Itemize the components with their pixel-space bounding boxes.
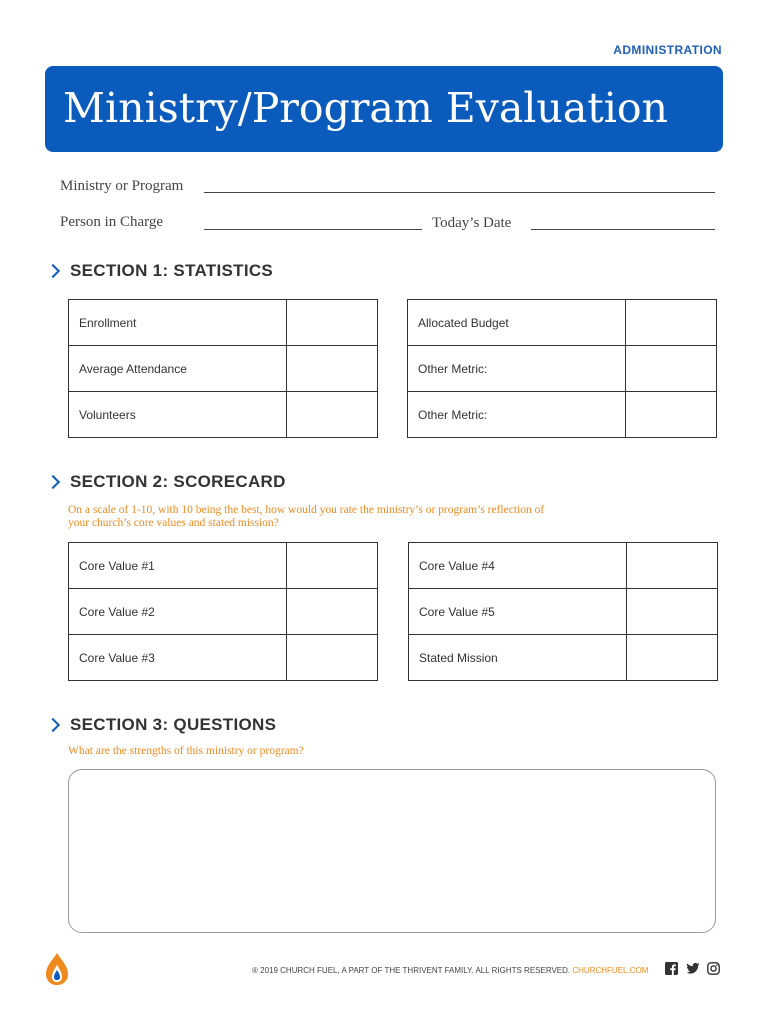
- twitter-icon[interactable]: [686, 962, 699, 975]
- church-fuel-flame-logo: [44, 952, 70, 986]
- row-label: Core Value #2: [69, 589, 287, 634]
- metric-input[interactable]: [626, 346, 716, 391]
- row-label: Stated Mission: [409, 635, 627, 680]
- score-input[interactable]: [287, 635, 377, 680]
- social-links: [665, 962, 720, 975]
- page-title: Ministry/Program Evaluation: [63, 84, 668, 132]
- row-label: Core Value #4: [409, 543, 627, 588]
- title-banner: [45, 66, 723, 152]
- table-row: [408, 300, 716, 346]
- table-row: [69, 392, 377, 437]
- table-row: [409, 589, 717, 635]
- section2-title: SECTION 2: SCORECARD: [70, 472, 286, 491]
- copyright-text: ® 2019 CHURCH FUEL, A PART OF THE THRIVENT FAMILY. ALL RIGHTS RESERVED.: [252, 966, 571, 975]
- strengths-answer-box[interactable]: [68, 769, 716, 933]
- table-row: [408, 346, 716, 392]
- chevron-right-icon: [46, 264, 60, 278]
- table-row: [69, 543, 377, 589]
- section3-title: SECTION 3: QUESTIONS: [70, 715, 277, 734]
- table-row: [69, 346, 377, 392]
- chevron-right-icon: [46, 475, 60, 489]
- website-link[interactable]: CHURCHFUEL.COM: [572, 966, 649, 975]
- table-row: [409, 543, 717, 589]
- table-row: [408, 392, 716, 437]
- row-label: Allocated Budget: [408, 300, 626, 345]
- section1-title: SECTION 1: STATISTICS: [70, 261, 274, 280]
- section1-heading: [48, 261, 273, 281]
- score-input[interactable]: [627, 589, 717, 634]
- person-label: Person in Charge: [60, 214, 164, 230]
- facebook-icon[interactable]: [665, 962, 678, 975]
- enrollment-input[interactable]: [287, 300, 377, 345]
- scorecard-table-left: [68, 542, 378, 681]
- row-label: Average Attendance: [69, 346, 287, 391]
- statistics-table-left: [68, 299, 378, 438]
- row-label: Core Value #3: [69, 635, 287, 680]
- footer-text: [252, 966, 648, 975]
- scorecard-instructions: On a scale of 1-10, with 10 being the best, how would you rate the ministry’s or program’s reflection of your church’s core values and stated mission?: [68, 504, 545, 529]
- date-label: Today’s Date: [432, 215, 512, 231]
- score-input[interactable]: [627, 543, 717, 588]
- row-label: Other Metric:: [408, 392, 626, 437]
- table-row: [69, 635, 377, 680]
- volunteers-input[interactable]: [287, 392, 377, 437]
- chevron-right-icon: [46, 718, 60, 732]
- table-row: [69, 300, 377, 346]
- strengths-question: What are the strengths of this ministry or program?: [68, 745, 304, 757]
- person-field[interactable]: [204, 229, 422, 230]
- row-label: Volunteers: [69, 392, 287, 437]
- table-row: [69, 589, 377, 635]
- row-label: Core Value #5: [409, 589, 627, 634]
- row-label: Other Metric:: [408, 346, 626, 391]
- category-label: ADMINISTRATION: [613, 43, 722, 57]
- metric-input[interactable]: [626, 392, 716, 437]
- section3-heading: [48, 715, 276, 735]
- table-row: [409, 635, 717, 680]
- score-input[interactable]: [287, 589, 377, 634]
- scorecard-table-right: [408, 542, 718, 681]
- score-input[interactable]: [627, 635, 717, 680]
- ministry-label: Ministry or Program: [60, 178, 184, 194]
- date-field[interactable]: [531, 229, 715, 230]
- instagram-icon[interactable]: [707, 962, 720, 975]
- row-label: Core Value #1: [69, 543, 287, 588]
- score-input[interactable]: [287, 543, 377, 588]
- statistics-table-right: [407, 299, 717, 438]
- attendance-input[interactable]: [287, 346, 377, 391]
- budget-input[interactable]: [626, 300, 716, 345]
- row-label: Enrollment: [69, 300, 287, 345]
- ministry-field[interactable]: [204, 192, 715, 193]
- section2-heading: [48, 472, 286, 492]
